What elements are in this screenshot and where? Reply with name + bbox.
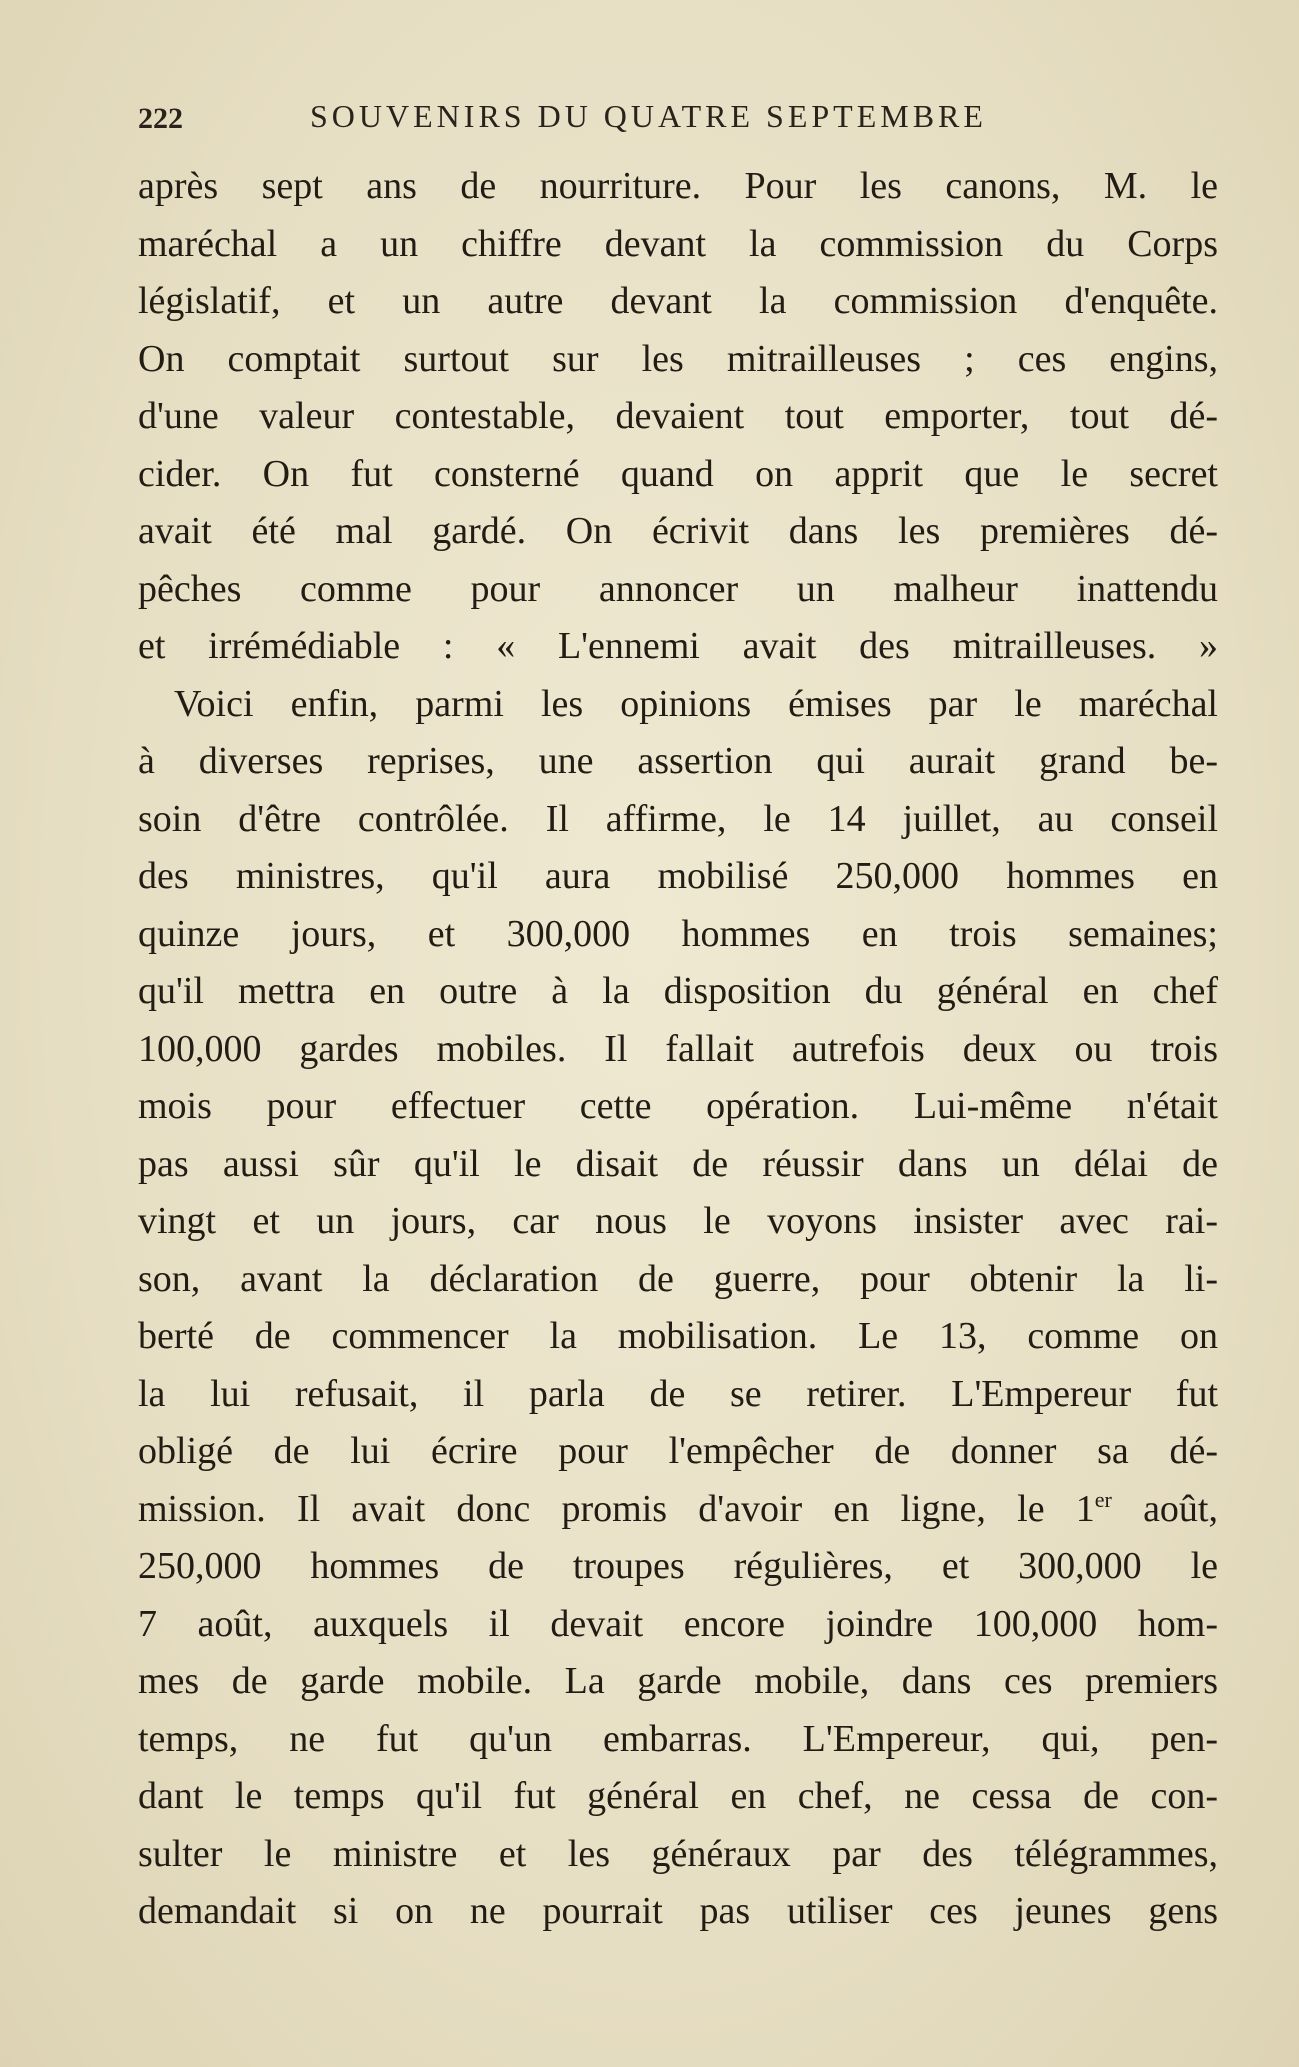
text-line: obligé de lui écrire pour l'empêcher de donner sa dé- — [138, 1430, 1218, 1472]
text-segment: août, — [1111, 1487, 1218, 1530]
text-line: vingt et un jours, car nous le voyons insister avec rai- — [138, 1200, 1218, 1242]
text-line: soin d'être contrôlée. Il affirme, le 14 juillet, au conseil — [138, 797, 1218, 840]
text-line: dant le temps qu'il fut général en chef, ne cessa de con- — [138, 1775, 1218, 1817]
text-line: législatif, et un autre devant la commission d'enquête. — [138, 280, 1218, 322]
superscript: er — [1094, 1486, 1112, 1512]
body-text — [138, 158, 1218, 1941]
text-segment: mission. Il avait donc promis d'avoir en ligne, le 1 — [138, 1487, 1095, 1530]
text-line: après sept ans de nourriture. Pour les canons, M. le — [138, 165, 1218, 207]
text-line: 100,000 gardes mobiles. Il fallait autrefois deux ou trois — [138, 1027, 1218, 1070]
text-line: des ministres, qu'il aura mobilisé 250,000 hommes en — [138, 855, 1218, 897]
text-line: cider. On fut consterné quand on apprit que le secret — [138, 452, 1218, 495]
text-line: sulter le ministre et les généraux par des télégrammes, — [138, 1832, 1218, 1875]
text-line: maréchal a un chiffre devant la commission du Corps — [138, 222, 1218, 265]
text-line: mes de garde mobile. La garde mobile, dans ces premiers — [138, 1660, 1218, 1702]
text-line: 250,000 hommes de troupes régulières, et 300,000 le — [138, 1545, 1218, 1587]
text-line-paragraph-start: Voici enfin, parmi les opinions émises par le maréchal — [174, 682, 1218, 725]
text-line: et irrémédiable : « L'ennemi avait des mitrailleuses. » — [138, 625, 1218, 667]
text-line: demandait si on ne pourrait pas utiliser ces jeunes gens — [138, 1890, 1218, 1932]
text-line-with-superscript — [138, 1481, 1218, 1539]
running-title: SOUVENIRS DU QUATRE SEPTEMBRE — [310, 98, 987, 134]
text-line: mois pour effectuer cette opération. Lui-même n'était — [138, 1085, 1218, 1127]
text-line: la lui refusait, il parla de se retirer. L'Empereur fut — [138, 1372, 1218, 1415]
text-line: avait été mal gardé. On écrivit dans les premières dé- — [138, 510, 1218, 552]
text-line: qu'il mettra en outre à la disposition du général en chef — [138, 970, 1218, 1012]
text-line: à diverses reprises, une assertion qui aurait grand be- — [138, 740, 1218, 782]
text-line: pas aussi sûr qu'il le disait de réussir dans un délai de — [138, 1142, 1218, 1185]
page-number: 222 — [138, 102, 183, 135]
text-line: d'une valeur contestable, devaient tout emporter, tout dé- — [138, 395, 1218, 437]
text-line: son, avant la déclaration de guerre, pour obtenir la li- — [138, 1257, 1218, 1300]
running-head — [130, 88, 1070, 148]
text-line: pêches comme pour annoncer un malheur inattendu — [138, 567, 1218, 610]
text-line: On comptait surtout sur les mitrailleuses ; ces engins, — [138, 337, 1218, 380]
text-line: berté de commencer la mobilisation. Le 13, comme on — [138, 1315, 1218, 1357]
text-line: quinze jours, et 300,000 hommes en trois semaines; — [138, 912, 1218, 955]
text-line: temps, ne fut qu'un embarras. L'Empereur, qui, pen- — [138, 1717, 1218, 1760]
text-line: 7 août, auxquels il devait encore joindre 100,000 hom- — [138, 1602, 1218, 1645]
